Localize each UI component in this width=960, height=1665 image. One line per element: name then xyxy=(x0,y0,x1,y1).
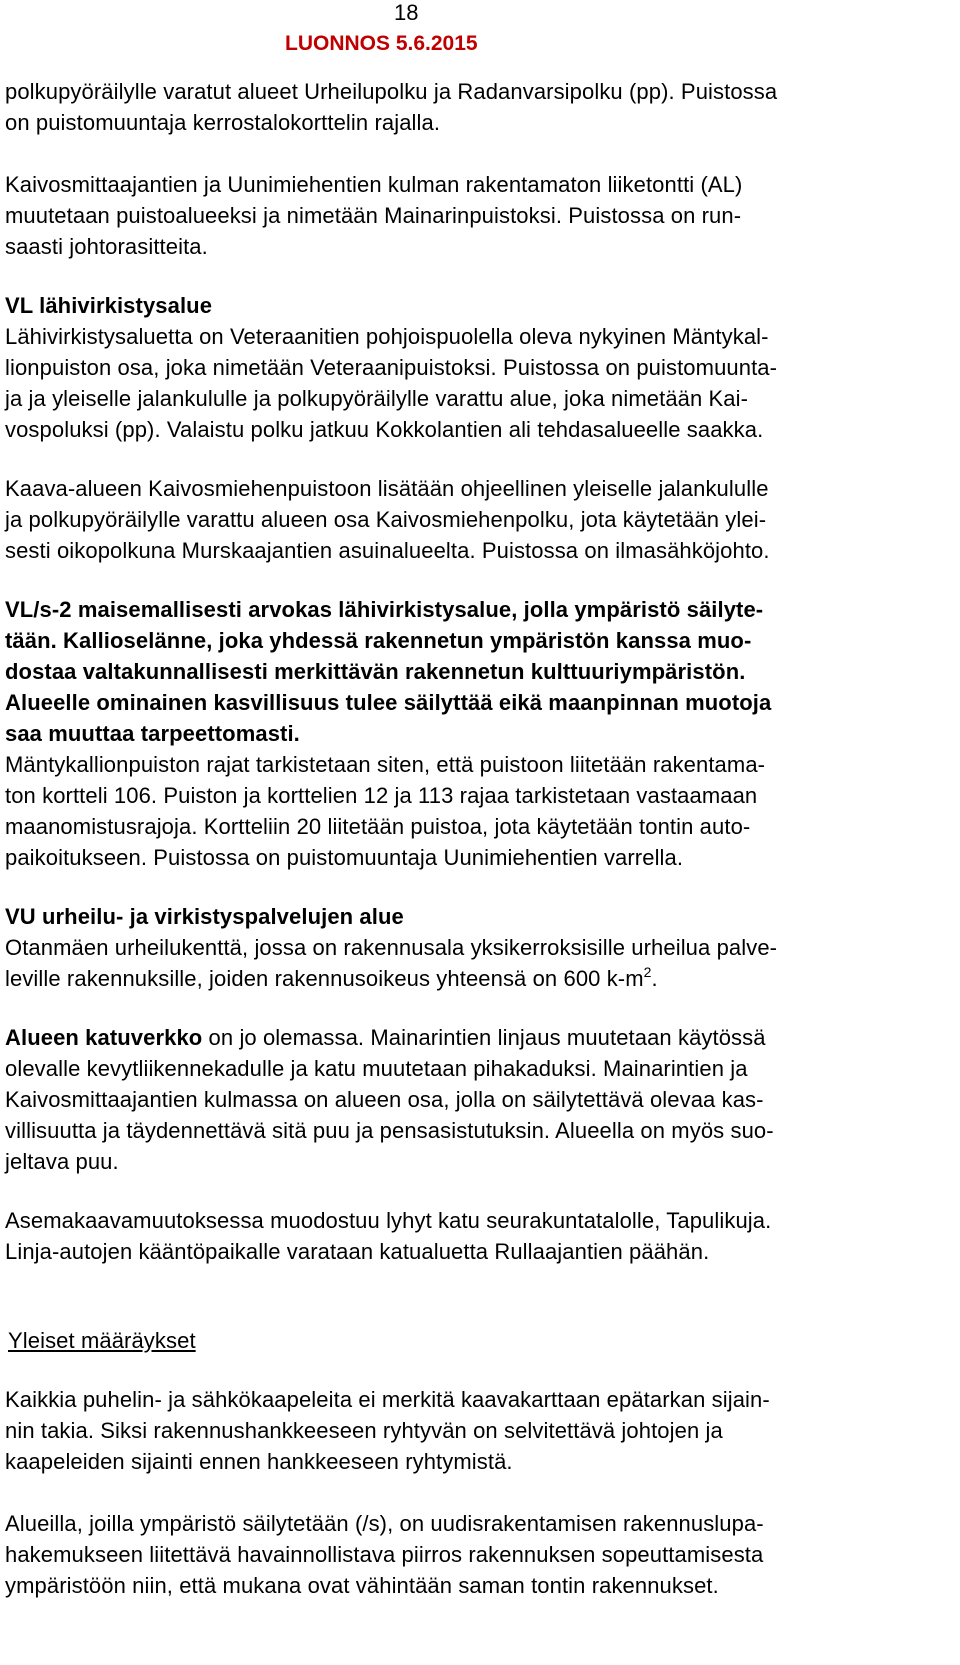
text-line: polkupyöräilylle varatut alueet Urheilupolku ja Radanvarsipolku (pp). Puistossa xyxy=(5,79,778,104)
text-line: ton kortteli 106. Puiston ja korttelien 12 ja 113 rajaa tarkistetaan vastaamaan xyxy=(5,783,758,808)
section-vl-s2 xyxy=(5,594,945,873)
paragraph-tapulikuja xyxy=(5,1205,945,1267)
document-body xyxy=(5,76,945,1601)
text-line: olevalle kevytliikennekadulle ja katu muutetaan pihakaduksi. Mainarintien ja xyxy=(5,1056,748,1081)
paragraph-mainarinpuisto xyxy=(5,169,945,262)
spacer xyxy=(5,1267,945,1325)
bold-text-line: saa muuttaa tarpeettomasti. xyxy=(5,721,300,746)
page-number: 18 xyxy=(394,0,419,25)
text-line: hakemukseen liitettävä havainnollistava piirros rakennuksen sopeuttamisesta xyxy=(5,1542,764,1567)
text-line: Kaivosmittaajantien kulmassa on alueen osa, jolla on säilytettävä olevaa kas- xyxy=(5,1087,764,1112)
spacer xyxy=(5,994,945,1022)
spacer xyxy=(5,1477,945,1508)
text-line: sesti oikopolkuna Murskaajantien asuinalueelta. Puistossa on ilmasähköjohto. xyxy=(5,538,770,563)
text-line: lionpuiston osa, joka nimetään Veteraanipuistoksi. Puistossa on puistomuunta- xyxy=(5,355,778,380)
text-line: on puistomuuntaja kerrostalokorttelin rajalla. xyxy=(5,110,441,135)
section-vu xyxy=(5,901,945,994)
text-line: ympäristöön niin, että mukana ovat vähintään saman tontin rakennukset. xyxy=(5,1573,719,1598)
bold-text-line: dostaa valtakunnallisesti merkittävän rakennetun kulttuuriympäristön. xyxy=(5,659,746,684)
text-fragment: . xyxy=(651,966,658,991)
text-line: Otanmäen urheilukenttä, jossa on rakennusala yksikerroksisille urheilua palve- xyxy=(5,935,778,960)
section-heading-vu: VU urheilu- ja virkistyspalvelujen alue xyxy=(5,904,404,929)
text-line: vospoluksi (pp). Valaistu polku jatkuu Kokkolantien ali tehdasalueelle saakka. xyxy=(5,417,764,442)
text-line-with-superscript xyxy=(5,963,945,994)
text-fragment: leville rakennuksille, joiden rakennusoikeus yhteensä on 600 k-m xyxy=(5,966,644,991)
text-line: Linja-autojen kääntöpaikalle varataan katualuetta Rullaajantien päähän. xyxy=(5,1239,710,1264)
bold-lead: Alueen katuverkko xyxy=(5,1025,203,1050)
text-line-with-bold-start xyxy=(5,1022,945,1053)
text-line: kaapeleiden sijainti ennen hankkeeseen ryhtymistä. xyxy=(5,1449,513,1474)
bold-text-line: Alueelle ominainen kasvillisuus tulee säilyttää eikä maanpinnan muotoja xyxy=(5,690,772,715)
text-line: Kaava-alueen Kaivosmiehenpuistoon lisätään ohjeellinen yleiselle jalankululle xyxy=(5,476,769,501)
text-line: saasti johtorasitteita. xyxy=(5,234,208,259)
section-street-network xyxy=(5,1022,945,1177)
spacer xyxy=(5,566,945,594)
paragraph-kaivosmiehenpuisto xyxy=(5,473,945,566)
text-line: nin takia. Siksi rakennushankkeeseen ryhtyvän on selvitettävä johtojen ja xyxy=(5,1418,723,1443)
text-line: Lähivirkistysaluetta on Veteraanitien pohjoispuolella oleva nykyinen Mäntykal- xyxy=(5,324,769,349)
text-line: maanomistusrajoja. Kortteliin 20 liitetään puistoa, jota käytetään tontin auto- xyxy=(5,814,751,839)
spacer xyxy=(5,1177,945,1205)
text-line: Mäntykallionpuiston rajat tarkistetaan siten, että puistoon liitetään rakentama- xyxy=(5,752,766,777)
text-line: Kaikkia puhelin- ja sähkökaapeleita ei merkitä kaavakarttaan epätarkan sijain- xyxy=(5,1387,770,1412)
spacer xyxy=(5,138,945,169)
section-general-regulations xyxy=(5,1325,945,1601)
spacer xyxy=(5,1356,945,1384)
section-heading-general: Yleiset määräykset xyxy=(8,1328,196,1353)
section-vl xyxy=(5,290,945,445)
spacer xyxy=(5,445,945,473)
draft-label: LUONNOS 5.6.2015 xyxy=(285,32,478,55)
spacer xyxy=(5,262,945,290)
text-line: ja ja yleiselle jalankululle ja polkupyöräilylle varattu alue, joka nimetään Kai- xyxy=(5,386,749,411)
text-line: villisuutta ja täydennettävä sitä puu ja pensasistutuksin. Alueella on myös suo- xyxy=(5,1118,774,1143)
text-fragment: on jo olemassa. Mainarintien linjaus muutetaan käytössä xyxy=(202,1025,766,1050)
superscript: 2 xyxy=(643,964,652,980)
text-line: ja polkupyöräilylle varattu alueen osa Kaivosmiehenpolku, jota käytetään ylei- xyxy=(5,507,767,532)
text-line: Alueilla, joilla ympäristö säilytetään (/s), on uudisrakentamisen rakennuslupa- xyxy=(5,1511,764,1536)
text-line: Kaivosmittaajantien ja Uunimiehentien kulman rakentamaton liiketontti (AL) xyxy=(5,172,743,197)
text-line: Asemakaavamuutoksessa muodostuu lyhyt katu seurakuntatalolle, Tapulikuja. xyxy=(5,1208,772,1233)
section-heading-vl: VL lähivirkistysalue xyxy=(5,293,213,318)
text-line: paikoitukseen. Puistossa on puistomuuntaja Uunimiehentien varrella. xyxy=(5,845,684,870)
paragraph-parks-intro xyxy=(5,76,945,138)
text-line: jeltava puu. xyxy=(5,1149,119,1174)
bold-text-line: tään. Kallioselänne, joka yhdessä rakennetun ympäristön kanssa muo- xyxy=(5,628,752,653)
text-line: muutetaan puistoalueeksi ja nimetään Mainarinpuistoksi. Puistossa on run- xyxy=(5,203,742,228)
spacer xyxy=(5,873,945,901)
section-heading-vl-s2: VL/s-2 maisemallisesti arvokas lähivirkistysalue, jolla ympäristö säilyte- xyxy=(5,597,764,622)
